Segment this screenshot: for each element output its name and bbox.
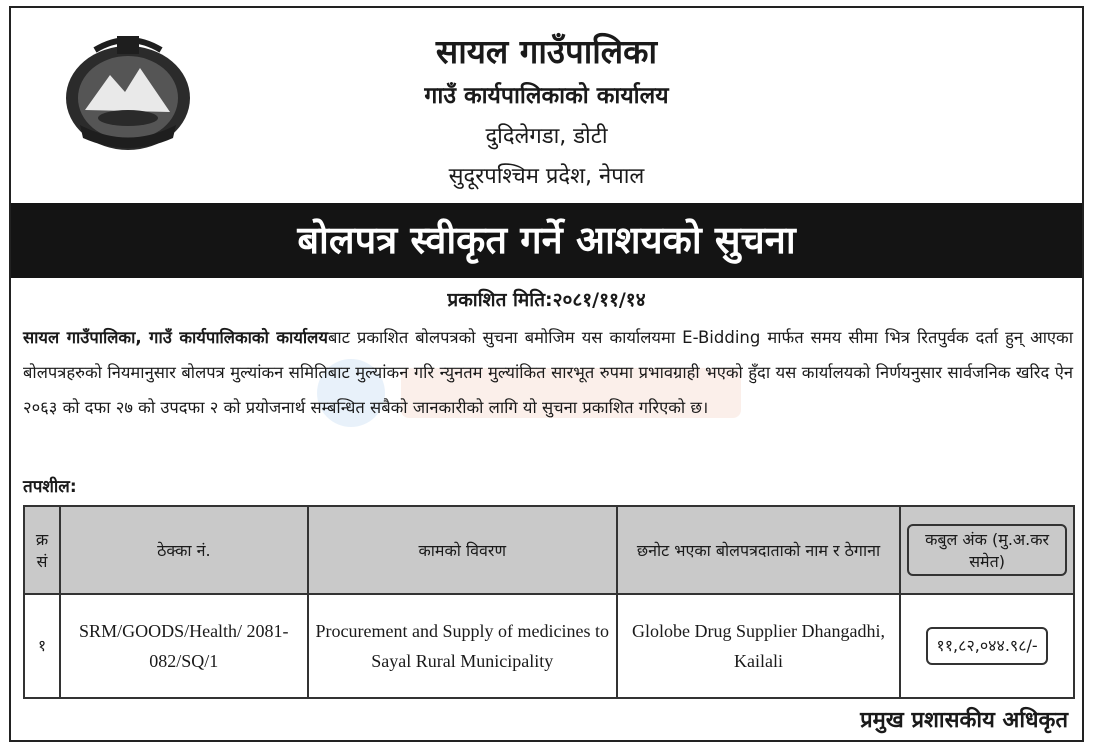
notice-frame: [9, 6, 1084, 742]
table-row: [24, 594, 1074, 698]
signatory-title: प्रमुख प्रशासकीय अधिकृत: [860, 708, 1068, 733]
office-address: दुदिलेगडा, डोटी: [485, 124, 608, 149]
cell-bidder: Glolobe Drug Supplier Dhangadhi, Kailali: [617, 594, 900, 698]
table-header-row: [24, 506, 1074, 594]
notice-body: [23, 320, 1073, 425]
header-amount: [900, 506, 1074, 594]
office-name: गाउँ कार्यपालिकाको कार्यालय: [424, 83, 669, 109]
header-sn: क्र सं: [24, 506, 60, 594]
notice-body-lead: सायल गाउँपालिका, गाउँ कार्यपालिकाको कार्यालय: [23, 328, 328, 347]
notice-title: बोलपत्र स्वीकृत गर्ने आशयको सुचना: [11, 203, 1082, 278]
details-label: तपशील:: [23, 477, 77, 497]
notice-header: [11, 8, 1082, 203]
notice-body-text: बाट प्रकाशित बोलपत्रको सुचना बमोजिम यस कार्यालयमा E-Bidding मार्फत समय सीमा भित्र रितपुर्वक दर्ता हुन् आएका बोलपत्रहरुको नियमानुसार बोलपत्र मुल्यांकन समितिबाट मुल्यांकन गरि न्युनतम मुल्यांकित सारभूत रुपमा प्रभावग्राही भएको हुँदा यस कार्यालयको निर्णयनुसार सार्वजनिक खरिद ऐन २०६३ को दफा २७ को उपदफा २ को प्रयोजनार्थ सम्बन्धित सबैको जानकारीको लागि यो सुचना प्रकाशित गरिएको छ।: [23, 328, 1073, 417]
header-amount-label: कबुल अंक (मु.अ.कर समेत): [907, 524, 1067, 576]
header-contract-no: ठेक्का नं.: [60, 506, 308, 594]
header-bidder: छनोट भएका बोलपत्रदाताको नाम र ठेगाना: [617, 506, 900, 594]
office-province: सुदूरपश्चिम प्रदेश, नेपाल: [448, 164, 645, 189]
publish-date: प्रकाशित मिति:२०८१/११/१४: [447, 289, 646, 311]
cell-contract-no: SRM/GOODS/Health/ 2081-082/SQ/1: [60, 594, 308, 698]
cell-description: Procurement and Supply of medicines to Sayal Rural Municipality: [308, 594, 617, 698]
cell-amount: [900, 594, 1074, 698]
award-table: [23, 505, 1075, 699]
header-description: कामको विवरण: [308, 506, 617, 594]
amount-value: ११,८२,०४४.९८/-: [926, 627, 1047, 665]
cell-sn: १: [24, 594, 60, 698]
organization-name: सायल गाउँपालिका: [435, 32, 658, 71]
